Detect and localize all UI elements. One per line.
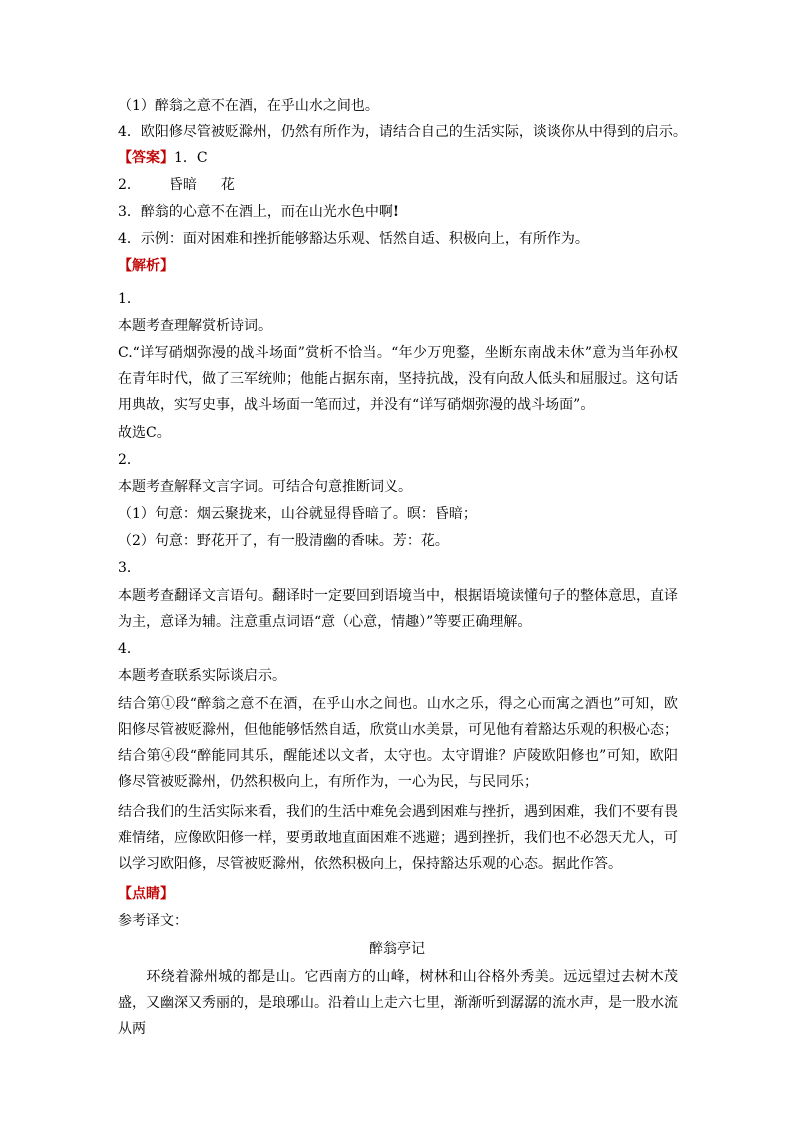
analysis-2-number: 2．	[118, 452, 141, 468]
analysis-3-number: 3．	[118, 560, 141, 576]
answer-3-text: 3．醉翁的心意不在酒上，而在山光水色中啊	[118, 204, 393, 220]
analysis-1-paragraph: C.“详写硝烟弥漫的战斗场面”赏析不恰当。“年少万兜鍪，坐断东南战未休”意为当年孙权在青年时代，做了三军统帅；他能占据东南，坚持抗战，没有向敌人低头和屈服过。这句话用典故，实写史事，战斗场面一笔而过，并没有“详写硝烟弥漫的战斗场面”。	[118, 345, 678, 413]
answer-section	[118, 146, 208, 170]
analysis-1-number: 1．	[118, 291, 141, 307]
translation-title: 醉翁亭记	[369, 941, 425, 957]
analysis-tag	[118, 254, 174, 278]
analysis-1-conclusion: 故选C。	[118, 425, 171, 441]
analysis-2-intro: 本题考查解释文言字词。可结合句意推断词义。	[118, 479, 412, 495]
answer-2-number: 2．	[118, 177, 141, 193]
question-4: 4．欧阳修尽管被贬滁州，仍然有所作为，请结合自己的生活实际，谈谈你从中得到的启示。	[118, 124, 687, 140]
translation-paragraph-1	[118, 964, 678, 1042]
analysis-4-paragraph-2: 结合我们的生活实际来看，我们的生活中难免会遇到困难与挫折，遇到困难，我们不要有畏难情绪，应像欧阳修一样，要勇敢地直面困难不逃避；遇到挫折，我们也不必怨天尤人，可以学习欧阳修，尽管被贬滁州，依然积极向上，保持豁达乐观的心态。据此作答。	[118, 804, 678, 872]
question-4-sub-1: （1）醉翁之意不在酒，在乎山水之间也。	[118, 98, 379, 114]
answer-2-word-1: 昏暗	[168, 177, 197, 193]
analysis-3-paragraph: 本题考查翻译文言语句。翻译时一定要回到语境当中，根据语境读懂句子的整体意思，直译为主，意译为辅。注意重点词语“意（心意，情趣）”等要正确理解。	[118, 588, 678, 630]
analysis-tag-text: 【解析】	[118, 258, 174, 274]
comment-tag-text: 【点睛】	[118, 886, 174, 902]
translation-paragraph-1-text: 环绕着滁州城的都是山。它西南方的山峰，树林和山谷格外秀美。远远望过去树木茂盛，又幽深又秀丽的，是琅琊山。沿着山上走六七里，渐渐听到潺潺的流水声，是一股水流从两	[118, 969, 678, 1037]
analysis-4-number: 4．	[118, 641, 141, 657]
answer-3-mark: !	[392, 204, 400, 220]
answer-tag: 【答案】	[118, 150, 174, 166]
answer-2	[118, 173, 235, 197]
analysis-2-item-2: （2）句意：野花开了，有一股清幽的香味。芳：花。	[118, 533, 449, 549]
analysis-4-intro: 本题考查联系实际谈启示。	[118, 668, 286, 684]
answer-2-word-2: 花	[220, 177, 235, 193]
analysis-2-item-1: （1）句意：烟云聚拢来，山谷就显得昏暗了。暝：昏暗；	[118, 506, 477, 522]
analysis-1-intro: 本题考查理解赏析诗词。	[118, 318, 272, 334]
answer-1: 1．C	[174, 150, 208, 166]
analysis-4-paragraph-1: 结合第①段“醉翁之意不在酒，在乎山水之间也。山水之乐，得之心而寓之酒也”可知，欧阳修尽管被贬滁州，但他能够恬然自适，欣赏山水美景，可见他有着豁达乐观的积极心态；结合第④段“醉能同其乐，醒能述以文者，太守也。太守谓谁？庐陵欧阳修也”可知，欧阳修尽管被贬滁州，仍然积极向上，有所作为，一心为民，与民同乐；	[118, 696, 678, 790]
reference-label: 参考译文：	[118, 913, 188, 929]
comment-tag	[118, 882, 174, 906]
answer-3	[118, 200, 399, 224]
answer-4: 4．示例：面对困难和挫折能够豁达乐观、恬然自适、积极向上，有所作为。	[118, 231, 589, 247]
